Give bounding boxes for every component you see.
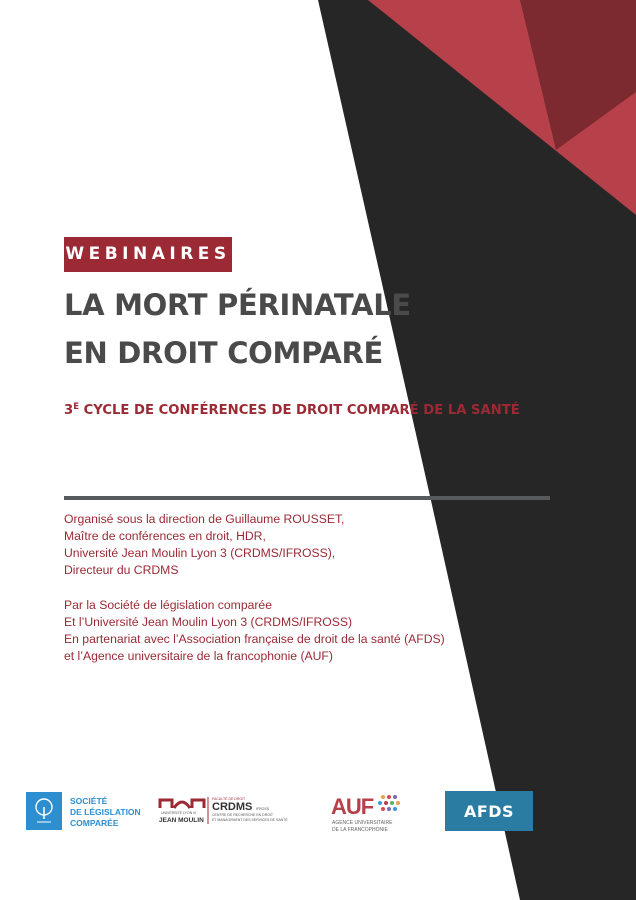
organizer-line: Directeur du CRDMS xyxy=(64,563,179,577)
slc-name-line-2: DE LÉGISLATION xyxy=(70,807,141,817)
subtitle-cycle-number: 3 xyxy=(64,403,74,418)
partner-logos-row xyxy=(0,780,636,850)
partner-line: En partenariat avec l’Association française de droit de la santé (AFDS) xyxy=(64,632,445,646)
lyon3-crdms-logo xyxy=(158,794,290,826)
crdms-line-1: CENTRE DE RECHERCHE EN DROIT xyxy=(212,813,274,817)
organizer-line: Organisé sous la direction de Guillaume ROUSSET, xyxy=(64,512,345,526)
divider-rule xyxy=(64,496,550,500)
afds-logo xyxy=(445,791,533,831)
lyon3-small-text: UNIVERSITÉ LYON III xyxy=(161,811,197,815)
subtitle-text: CYCLE DE CONFÉRENCES DE DROIT COMPARÉ DE LA SANTÉ xyxy=(79,403,520,418)
credits-block xyxy=(64,511,445,665)
auf-wordmark: AUF xyxy=(331,794,374,819)
slc-name-line-3: COMPARÉE xyxy=(70,818,119,828)
lyon3-name: JEAN MOULIN xyxy=(159,817,204,824)
crdms-name: CRDMS xyxy=(212,801,253,813)
page-subtitle xyxy=(64,402,520,418)
slc-name-line-1: SOCIÉTÉ xyxy=(70,796,108,806)
partner-line: Et l’Université Jean Moulin Lyon 3 (CRDMS/IFROSS) xyxy=(64,615,353,629)
auf-line-2: DE LA FRANCOPHONIE xyxy=(332,827,388,833)
lyon3-arch-icon xyxy=(160,800,204,808)
crdms-suffix: IFROSS xyxy=(256,807,270,811)
slc-logo xyxy=(26,792,152,830)
crdms-line-2: ET MANAGEMENT DES SERVICES DE SANTÉ xyxy=(212,818,288,822)
subtitle-superscript: E xyxy=(73,402,79,412)
page-title-line-2: EN DROIT COMPARÉ xyxy=(64,336,384,370)
partner-line: Par la Société de législation comparée xyxy=(64,598,272,612)
organizer-line: Université Jean Moulin Lyon 3 (CRDMS/IFROSS), xyxy=(64,546,336,560)
spacer xyxy=(64,579,445,597)
afds-wordmark: AFDS xyxy=(463,802,515,821)
auf-logo xyxy=(330,788,408,834)
organizer-line: Maître de conférences en droit, HDR, xyxy=(64,529,266,543)
auf-dots-icon xyxy=(378,795,400,811)
auf-line-1: AGENCE UNIVERSITAIRE xyxy=(332,820,393,826)
webinaires-badge: WEBINAIRES xyxy=(64,237,232,272)
crdms-faculty-text: FACULTÉ DE DROIT xyxy=(212,797,246,801)
partner-line: et l’Agence universitaire de la francophonie (AUF) xyxy=(64,649,333,663)
page-title-line-1: LA MORT PÉRINATALE xyxy=(64,288,411,322)
